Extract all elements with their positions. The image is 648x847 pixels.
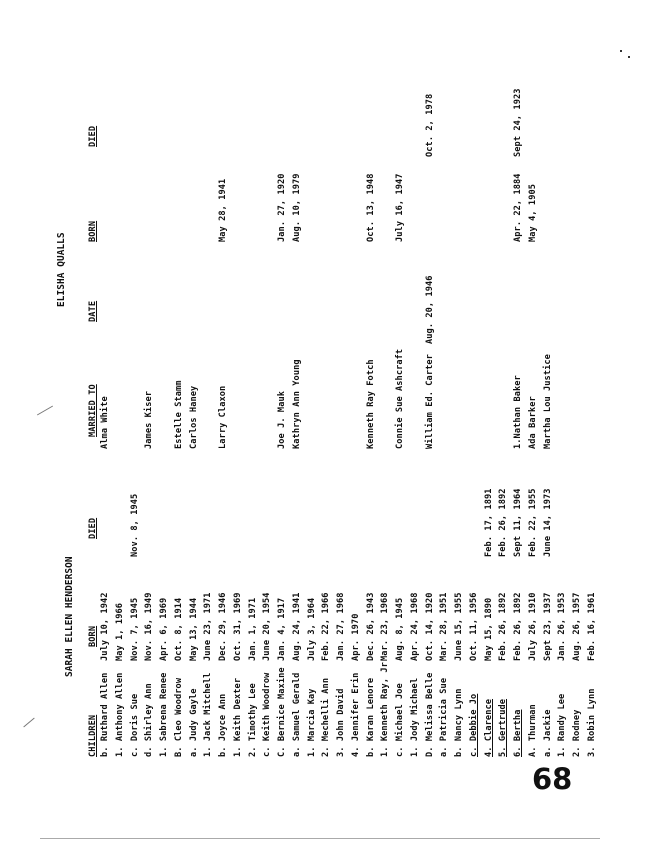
row-child-name: c. Keith Woodrow (262, 672, 273, 757)
row-spouse-born: Oct. 13, 1948 (365, 173, 376, 242)
row-married-to: 1.Nathan Baker (513, 375, 523, 449)
row-child-name: 4. Jennifer Erin (350, 672, 361, 757)
col-header-children: CHILDREN (88, 714, 98, 757)
scan-edge (40, 838, 600, 839)
row-born-date: Nov. 16, 1949 (144, 592, 155, 661)
row-born-date: June 23, 1971 (203, 592, 214, 661)
row-child-name: c. Michael Joe (395, 683, 405, 757)
row-child-name: C. Bernice Maxine (277, 667, 287, 757)
row-born-date: Apr. 1970 (350, 613, 361, 661)
row-child-name: 1. Anthony Allen (114, 672, 125, 757)
row-child-name: c. Doris Sue (129, 693, 140, 757)
row-born-date: July 3, 1964 (306, 597, 317, 661)
row-child-name: c. Debbie Jo (468, 693, 479, 757)
row-married-to: James Kiser (144, 390, 155, 449)
row-child-name: 1. Jack Mitchell (203, 672, 214, 757)
col-header-date: DATE (88, 300, 98, 322)
row-child-name: 1. Sabrena Renee (159, 672, 169, 757)
row-child-name: b. Joyce Ann (218, 693, 228, 757)
row-born-date: May 13, 1944 (188, 597, 199, 661)
row-spouse-born: May 28, 1941 (218, 178, 228, 242)
row-born-date: Aug. 24, 1941 (291, 592, 302, 661)
row-married-to: Joe J. Mauk (277, 390, 287, 449)
row-born-date: May 1, 1966 (114, 602, 125, 661)
row-born-date: Jan. 26, 1953 (557, 592, 568, 661)
row-married-to: Kenneth Ray Fotch (365, 359, 376, 449)
row-died-date: Nov. 8, 1945 (129, 493, 140, 557)
row-spouse-born: July 16, 1947 (395, 173, 405, 242)
row-died-date: Feb. 17, 1891 (483, 488, 494, 557)
row-born-date: July 10, 1942 (100, 592, 110, 661)
row-born-date: Mar. 23, 1968 (380, 592, 391, 661)
row-child-name: 3. Robin Lynn (586, 688, 597, 757)
row-born-date: May 15, 1890 (483, 597, 494, 661)
row-child-name: A. Thurman (527, 704, 538, 757)
row-born-date: Jan. 4, 1917 (277, 597, 287, 661)
row-child-name: 3. John David (336, 688, 346, 757)
row-born-date: Dec. 29, 1946 (218, 592, 228, 661)
row-child-name: 1. Keith Dexter (232, 677, 243, 757)
left-family-name: SARAH ELLEN HENDERSON (64, 556, 75, 677)
row-born-date: Apr. 6, 1969 (159, 597, 169, 661)
row-born-date: Feb. 22, 1966 (321, 592, 332, 661)
row-married-to: Connie Sue Ashcraft (395, 348, 405, 449)
row-child-name: 1. Jody Michael (409, 677, 420, 757)
col-header-died: DIED (88, 517, 98, 539)
scan-speck (620, 50, 622, 52)
row-child-name: B. Cleo Woodrow (173, 677, 184, 757)
row-died-date: June 14, 1973 (542, 488, 553, 557)
row-born-date: Feb. 26, 1892 (498, 592, 509, 661)
row-spouse-born: May 4, 1905 (527, 183, 538, 242)
row-married-to: William Ed. Carter (424, 354, 435, 449)
row-born-date: June 20, 1954 (262, 592, 273, 661)
row-married-to: Estelle Stamm (173, 380, 184, 449)
row-born-date: Oct. 31, 1969 (232, 592, 243, 661)
row-child-name: b. Karan Lenore (365, 677, 376, 757)
row-child-name: D. Melissa Belle (424, 672, 435, 757)
col-header-spouse-born: BORN (88, 220, 98, 242)
row-married-to: Ada Barker (527, 396, 538, 449)
row-born-date: Apr. 24, 1968 (409, 592, 420, 661)
right-family-name: ELISHA QUALLS (56, 232, 67, 307)
row-spouse-born: Jan. 27, 1920 (277, 173, 287, 242)
row-born-date: Nov. 7, 1945 (129, 597, 140, 661)
row-child-name: a. Patricia Sue (439, 677, 450, 757)
row-married-to: Kathryn Ann Young (291, 359, 302, 449)
row-child-name: d. Shirley Ann (144, 683, 155, 757)
row-born-date: Jan. 27, 1968 (336, 592, 346, 661)
row-spouse-died: Oct. 2, 1978 (424, 93, 435, 157)
row-child-name: 2. Mechelli Ann (321, 677, 332, 757)
row-born-date: Oct. 14, 1920 (424, 592, 435, 661)
row-born-date: July 26, 1910 (527, 592, 538, 661)
row-child-name: a. Jackie (542, 709, 553, 757)
row-married-to: Alma White (100, 396, 110, 449)
row-spouse-born: Apr. 22, 1884 (513, 173, 523, 242)
row-married-to: Larry Claxon (218, 385, 228, 449)
row-married-to: Martha Lou Justice (542, 354, 553, 449)
row-child-name: 2. Rodney (572, 709, 582, 757)
row-born-date: Aug. 8, 1945 (395, 597, 405, 661)
row-child-name: 1. Kenneth Ray, Jr (380, 662, 391, 757)
row-child-name: 5. Gertrude (498, 698, 509, 757)
row-died-date: Feb. 26, 1892 (498, 488, 509, 557)
scan-speck (628, 56, 630, 58)
row-child-name: 6. Bertha (513, 709, 523, 757)
col-header-married-to: MARRIED TO (88, 384, 98, 437)
row-born-date: Dec. 26, 1943 (365, 592, 376, 661)
page-number: 68 (532, 762, 573, 796)
row-spouse-born: Aug. 10, 1979 (291, 173, 302, 242)
row-child-name: a. Judy Gayle (188, 688, 199, 757)
row-spouse-died: Sept 24, 1923 (513, 88, 523, 157)
row-born-date: Oct. 11, 1956 (468, 592, 479, 661)
row-married-to: Carlos Haney (188, 385, 199, 449)
row-died-date: Sept 11, 1964 (513, 488, 523, 557)
row-born-date: Oct. 8, 1914 (173, 597, 184, 661)
col-header-spouse-died: DIED (88, 125, 98, 147)
row-child-name: b. Ruthard Allen (100, 672, 110, 757)
col-header-born: BORN (88, 625, 98, 647)
row-child-name: a. Samuel Gerald (291, 672, 302, 757)
row-born-date: Aug. 26, 1957 (572, 592, 582, 661)
row-born-date: Sept 23, 1937 (542, 592, 553, 661)
row-child-name: 4. Clarence (483, 698, 494, 757)
row-born-date: Jan. 1, 1971 (247, 597, 258, 661)
row-died-date: Feb. 22, 1955 (527, 488, 538, 557)
row-marriage-date: Aug. 20, 1946 (424, 275, 435, 344)
row-child-name: 2. Timothy Lee (247, 683, 258, 757)
row-born-date: June 15, 1955 (454, 592, 464, 661)
row-born-date: Feb. 26, 1892 (513, 592, 523, 661)
row-born-date: Mar. 28, 1951 (439, 592, 450, 661)
row-child-name: 1. Marcia Kay (306, 688, 317, 757)
row-born-date: Feb. 16, 1961 (586, 592, 597, 661)
row-child-name: 1. Randy Lee (557, 693, 568, 757)
row-child-name: b. Nancy Lynn (454, 688, 464, 757)
